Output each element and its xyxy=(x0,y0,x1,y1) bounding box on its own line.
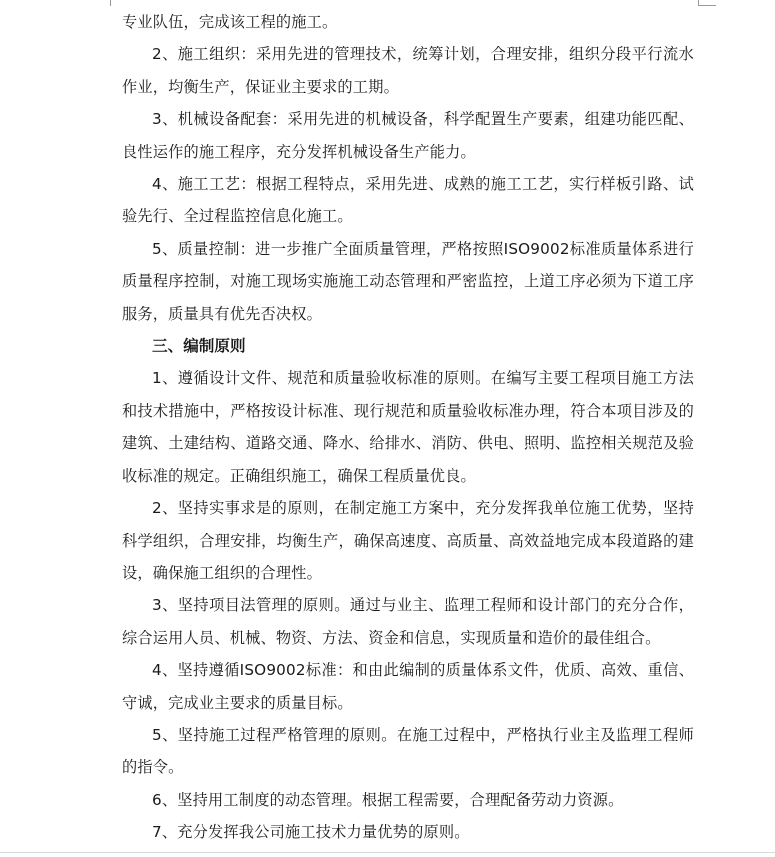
principle-item-5: 5、坚持施工过程严格管理的原则。在施工过程中，严格执行业主及监理工程师的指令。 xyxy=(122,725,694,777)
paragraph-continuation: 专业队伍，完成该工程的施工。 xyxy=(122,13,338,31)
paragraph-construction-organization: 2、施工组织：采用先进的管理技术，统筹计划，合理安排，组织分段平行流水作业，均衡生产，保证业主要求的工期。 xyxy=(122,45,694,96)
principle-item-3: 3、坚持项目法管理的原则。通过与业主、监理工程师和设计部门的充分合作，综合运用人员、机械、物资、方法、资金和信息，实现质量和造价的最佳组合。 xyxy=(122,596,694,647)
section-heading: 三、编制原则 xyxy=(152,337,246,356)
principle-item-1: 1、遵循设计文件、规范和质量验收标准的原则。在编写主要工程项目施工方法和技术措施中，严格按设计标准、现行规范和质量验收标准办理，符合本项目涉及的建筑、土建结构、道路交通、降水、给排水、消防、供电、照明、监控相关规范及验收标准的规定。正确组织施工，确保工程质量优良。 xyxy=(122,369,694,485)
paragraph-process: 4、施工工艺：根据工程特点，采用先进、成熟的施工工艺，实行样板引路、试验先行、全过程监控信息化施工。 xyxy=(122,175,694,226)
document-body xyxy=(122,6,694,849)
principle-item-7: 7、充分发挥我公司施工技术力量优势的原则。 xyxy=(152,823,470,842)
paragraph-equipment: 3、机械设备配套：采用先进的机械设备，科学配置生产要素，组建功能匹配、良性运作的施工程序，充分发挥机械设备生产能力。 xyxy=(122,110,694,161)
page-bottom-border xyxy=(0,852,775,853)
crop-mark-top-right-horizontal xyxy=(698,5,716,6)
paragraph-quality-control: 5、质量控制：进一步推广全面质量管理，严格按照ISO9002标准质量体系进行质量程序控制，对施工现场实施施工动态管理和严密监控，上道工序必须为下道工序服务，质量具有优先否决权。 xyxy=(122,239,694,323)
principle-item-4: 4、坚持遵循ISO9002标准：和由此编制的质量体系文件，优质、高效、重信、守诚，完成业主要求的质量目标。 xyxy=(122,661,694,712)
principle-item-2: 2、坚持实事求是的原则，在制定施工方案中，充分发挥我单位施工优势，坚持科学组织，合理安排，均衡生产，确保高速度、高质量、高效益地完成本段道路的建设，确保施工组织的合理性。 xyxy=(122,499,694,582)
crop-mark-top-left xyxy=(110,0,111,6)
principle-item-6: 6、坚持用工制度的动态管理。根据工程需要，合理配备劳动力资源。 xyxy=(152,790,624,809)
